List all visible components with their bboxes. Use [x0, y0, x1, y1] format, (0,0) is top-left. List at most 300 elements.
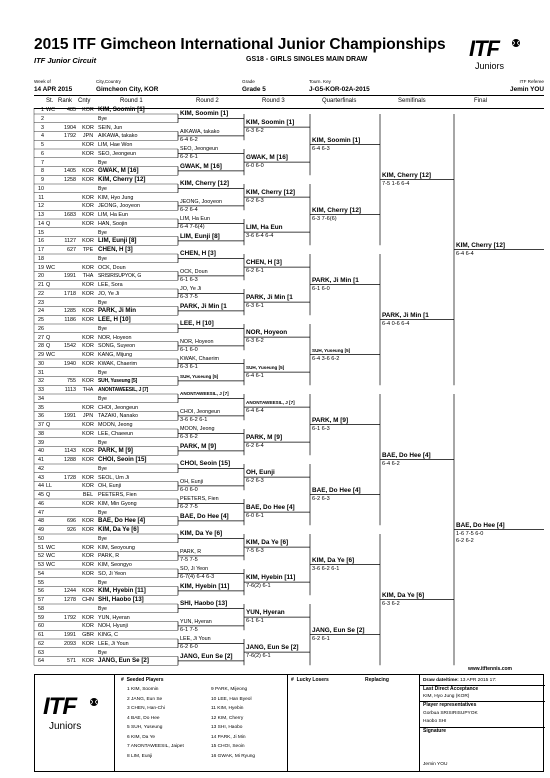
player-country: KOR [82, 614, 94, 621]
round1-row [0, 246, 180, 254]
quarterfinals-winner: PARK, Ji Min [1 [312, 276, 359, 284]
draw-position: 34 [38, 395, 44, 402]
round2-winner: SO, Ji Yeon [180, 566, 209, 573]
round1-row [0, 631, 180, 639]
player-rank: 1244 [64, 588, 76, 595]
entry-status: WC [46, 107, 55, 113]
player-name: LIM, Ha Eun [98, 212, 128, 218]
col-round1: Round 1 [120, 98, 143, 104]
player-country: KOR [82, 527, 94, 533]
draw-position: 23 [38, 299, 44, 306]
round1-row [0, 220, 180, 228]
bye-slot: Bye [98, 325, 107, 332]
round1-row [0, 325, 180, 333]
col-final: Final [474, 98, 488, 104]
round3-winner: ANONTAWEESIL, J [7] [246, 400, 295, 406]
draw-position: 51 [38, 544, 44, 551]
round3-score: 6-2 6-1 [246, 268, 264, 275]
draw-position: 27 [38, 334, 44, 341]
player-country: JPN [82, 133, 94, 140]
draw-position: 16 [38, 238, 44, 245]
draw-position: 61 [38, 632, 44, 638]
round3-winner: KIM, Hyebin [11] [246, 574, 296, 582]
round2-winner: BAE, Do Hee [4] [180, 512, 229, 520]
round1-row [0, 640, 180, 648]
player-rank: 1542 [64, 343, 76, 350]
player-country: KOR [82, 544, 94, 551]
draw-position: 42 [38, 465, 44, 472]
city-value: Gimcheon City, KOR [96, 86, 159, 93]
round1-row [0, 159, 180, 167]
player-rank: 1940 [64, 360, 76, 367]
quarterfinals-score: 6-1 6-3 [312, 425, 330, 432]
player-rank: 1405 [64, 168, 76, 175]
player-rank: 1792 [64, 133, 76, 140]
round1-row [0, 272, 180, 280]
round2-winner: LIM, Ha Eun [180, 216, 210, 223]
bye-slot: Bye [98, 649, 107, 656]
week-label: Week of [34, 79, 51, 84]
round1-row [0, 124, 180, 132]
footer-itf-logo-text: ITF [43, 693, 76, 720]
draw-position: 17 [38, 247, 44, 253]
draw-position: 13 [38, 212, 44, 218]
round1-row [0, 517, 180, 525]
draw-position: 9 [41, 177, 44, 183]
player-country: KOR [82, 334, 94, 341]
draw-position: 39 [38, 439, 44, 446]
footer-logo-cell [35, 675, 115, 771]
quarterfinals-score: 6-2 6-3 [312, 495, 330, 502]
round1-row [0, 167, 180, 175]
player-country: KOR [82, 430, 94, 437]
round3-winner: KIM, Cherry [12] [246, 189, 296, 197]
draw-position: 1 [41, 107, 44, 113]
col-semifinals: Semifinals [398, 98, 426, 104]
col-cnty: Cnty [78, 98, 91, 104]
draw-position: 56 [38, 588, 44, 595]
round1-row [0, 141, 180, 149]
player-country: KOR [82, 352, 94, 358]
player-name: TAZAKI, Nanako [98, 413, 139, 420]
round1-row [0, 185, 180, 193]
round3-score: 6-1 6-1 [246, 618, 264, 625]
player-country: KOR [82, 640, 94, 647]
player-country: KOR [82, 343, 94, 350]
draw-position: 40 [38, 448, 44, 455]
player-country: KOR [82, 378, 94, 385]
round1-row [0, 509, 180, 517]
round2-winner: PARK, M [9] [180, 442, 217, 450]
player-name: CHOI, Seoin [15] [98, 456, 147, 463]
round2-winner: SUH, Yuseung [5] [180, 373, 219, 379]
round2-score: 6-4 7-6(4) [180, 224, 205, 231]
player-rank: 627 [67, 247, 76, 253]
entry-status: WC [46, 553, 55, 560]
quarterfinals-winner: SUH, Yuseung [5] [312, 347, 351, 353]
round3-winner: BAE, Do Hee [4] [246, 504, 295, 512]
player-name: SEIN, Jun [98, 124, 123, 131]
player-name: KIM, Min Gyong [98, 500, 137, 507]
draw-position: 28 [38, 343, 44, 350]
round2-score: 6-3 7-5 [180, 294, 198, 301]
round3-winner: CHEN, H [3] [246, 259, 282, 267]
round2-score: 6-2 6-1 [180, 154, 198, 161]
seeded-player: 11 KIM, Hyebin [211, 706, 244, 711]
round1-row [0, 299, 180, 307]
round2-winner: JANG, Eun Se [2] [180, 652, 233, 660]
semifinals-score: 6-4 6-2 [382, 460, 400, 467]
round2-score: 6-4 6-2 [180, 136, 198, 143]
round2-winner: MOON, Jeong [180, 426, 215, 433]
player-name: PEETERS, Fien [98, 492, 137, 498]
draw-position: 35 [38, 404, 44, 411]
last-accept-label: Last Direct Acceptance [423, 686, 479, 692]
seeded-player: 1 KIM, Soomin [127, 687, 159, 692]
last-accept-value: KIM, Hyo Jung (KOR) [423, 694, 470, 699]
round2-winner: PARK, Ji Min [1 [180, 302, 227, 310]
round1-row [0, 115, 180, 123]
draw-position: 18 [38, 255, 44, 262]
draw-position: 30 [38, 360, 44, 367]
player-country: KOR [82, 623, 94, 630]
draw-position: 63 [38, 649, 44, 656]
draw-position: 53 [38, 562, 44, 568]
round3-winner: GWAK, M [16] [246, 154, 288, 162]
player-rank: 1991 [64, 273, 76, 280]
round1-row [0, 202, 180, 210]
draw-position: 46 [38, 500, 44, 507]
round1-row [0, 474, 180, 482]
player-name: KANG, Mijung [98, 352, 133, 358]
seeded-player: 14 PARK, Ji Min [211, 734, 246, 740]
rep-1: Gorbua SRISIRISUPYOK [423, 711, 478, 716]
referee-value: Jemin YOU [510, 86, 544, 93]
draw-position: 32 [38, 378, 44, 385]
player-name: LEE, Sora [98, 282, 123, 288]
page-title: 2015 ITF Gimcheon International Junior Championships [34, 36, 446, 53]
draw-date-label: Draw date/time: [423, 678, 459, 683]
bye-slot: Bye [98, 185, 107, 192]
finalist-score: 6-2 6-2 [456, 537, 474, 544]
lucky-losers-title: # Lucky Losers [291, 677, 329, 683]
round1-row [0, 342, 180, 350]
draw-position: 48 [38, 518, 44, 525]
round1-row [0, 334, 180, 342]
entry-status: LL [46, 483, 52, 490]
bye-slot: Bye [98, 579, 107, 586]
player-name: JO, Ye Ji [98, 290, 120, 297]
draw-position: 50 [38, 535, 44, 542]
player-rank: 696 [67, 518, 76, 525]
player-name: ANONTAWEESIL, J [7] [98, 387, 149, 393]
round2-winner: CHEN, H [3] [180, 250, 216, 258]
lucky-title-text: Lucky Losers [296, 677, 329, 683]
player-rank: 755 [67, 378, 76, 385]
bye-slot: Bye [98, 395, 107, 402]
seeded-player: 7 ANONTAWEESIL, Jaipet [127, 744, 184, 749]
round2-winner: AIKAWA, takako [180, 128, 220, 135]
player-rank: 926 [67, 527, 76, 533]
bye-slot: Bye [98, 159, 107, 166]
player-country: KOR [82, 177, 94, 183]
draw-position: 55 [38, 579, 44, 586]
seeded-players-title: # Seeded Players [121, 677, 164, 683]
draw-position: 4 [41, 133, 44, 140]
player-country: KOR [82, 562, 94, 568]
player-country: KOR [82, 107, 94, 113]
draw-position: 20 [38, 273, 44, 280]
player-country: KOR [82, 238, 94, 245]
entry-status: Q [46, 343, 51, 350]
player-country: KOR [82, 203, 94, 210]
player-name: GWAK, M [16] [98, 167, 139, 175]
draw-date [423, 677, 496, 684]
quarterfinals-score: 6-3 7-6(6) [312, 215, 337, 222]
player-country: KOR [82, 483, 94, 490]
seeded-player: 10 LEE, Han Byeol [211, 696, 252, 702]
round3-score: 6-3 6-2 [246, 338, 264, 345]
draw-position: 14 [38, 220, 44, 227]
player-country: KOR [82, 194, 94, 201]
round1-row [0, 526, 180, 534]
draw-name: GS18 - GIRLS SINGLES MAIN DRAW [246, 56, 368, 63]
round2-winner: KWAK, Chaerim [180, 356, 220, 363]
entry-status: WC [46, 544, 55, 551]
seeded-player: 15 CHOI, Seoin [211, 744, 245, 749]
entry-status: Q [46, 220, 51, 227]
round1-row [0, 307, 180, 315]
round1-row [0, 106, 180, 114]
draw-position: 47 [38, 509, 44, 516]
draw-position: 24 [38, 308, 44, 315]
round2-winner: LIM, Eunji [8] [180, 232, 220, 240]
draw-position: 36 [38, 413, 44, 420]
entry-status: Q [46, 334, 51, 341]
round1-row [0, 570, 180, 578]
player-name: KIM, Soomin [1] [98, 106, 145, 113]
player-country: KOR [82, 264, 94, 271]
draw-position: 57 [38, 597, 44, 603]
round1-row [0, 561, 180, 569]
round1-row [0, 369, 180, 377]
player-name: KIM, Da Ye [6] [98, 526, 139, 533]
round3-score: 6-3 6-2 [246, 128, 264, 135]
round2-winner: YUN, Hyeran [180, 618, 212, 625]
player-country: BEL [82, 492, 94, 498]
player-name: CHOI, Jeongeun [98, 404, 139, 411]
round1-row [0, 657, 180, 665]
player-rank: 1186 [64, 317, 76, 323]
draw-position: 6 [41, 150, 44, 157]
bye-slot: Bye [98, 229, 107, 236]
round2-winner: JO, Ye Ji [180, 286, 202, 293]
rep-2: Haobo SHI [423, 719, 447, 724]
quarterfinals-winner: PARK, M [9] [312, 416, 349, 424]
final-score: 6-4 6-4 [456, 250, 474, 257]
player-country: THA [82, 387, 94, 393]
player-rank: 1143 [64, 448, 76, 455]
round1-row [0, 132, 180, 140]
player-country: THA [82, 273, 94, 280]
final-winner: KIM, Cherry [12] [456, 241, 506, 249]
player-name: KWAK, Chaerim [98, 360, 138, 367]
player-country: KOR [82, 448, 94, 455]
player-country: KOR [82, 360, 94, 367]
player-name: NOR, Hoyeon [98, 334, 132, 341]
player-name: KIM, Cherry [12] [98, 176, 146, 183]
round3-score: 6-3 6-1 [246, 303, 264, 310]
round3-score: 7-5 6-3 [246, 548, 264, 555]
round2-score: 6-1 7-5 [180, 626, 198, 633]
player-rank: 1278 [64, 597, 76, 603]
player-country: KOR [82, 168, 94, 175]
round1-row [0, 176, 180, 184]
quarterfinals-winner: KIM, Cherry [12] [312, 206, 362, 214]
round1-row [0, 290, 180, 298]
round1-row [0, 491, 180, 499]
seeded-player: 13 SHI, Haobo [211, 725, 243, 730]
round1-row [0, 316, 180, 324]
round2-score: 6-1 6-3 [180, 276, 198, 283]
itf-website[interactable]: www.itftennis.com [468, 666, 512, 672]
draw-position: 58 [38, 605, 44, 612]
player-country: KOR [82, 500, 94, 507]
col-round2: Round 2 [196, 98, 219, 104]
player-country: CHN [82, 597, 94, 603]
referee-label: ITF Referee [519, 79, 544, 84]
entry-status: Q [46, 282, 51, 288]
footer-panel [34, 674, 544, 772]
seeded-player: 16 GWAK, Mi Ryung [211, 753, 256, 759]
round3-score: 3-6 6-4 6-4 [246, 233, 274, 240]
draw-position: 33 [38, 387, 44, 393]
col-st: St. [46, 98, 54, 104]
bye-slot: Bye [98, 299, 107, 306]
player-name: SEOL, Um Ji [98, 474, 130, 481]
draw-position: 11 [38, 194, 44, 201]
player-country: GBR [82, 632, 94, 638]
round3-score: 6-4 6-4 [246, 408, 264, 415]
draw-position: 54 [38, 570, 44, 577]
draw-position: 64 [38, 658, 44, 665]
footer-divider-1 [287, 675, 288, 771]
player-name: KIM, Hyo Jung [98, 194, 134, 201]
player-country: KOR [82, 308, 94, 315]
week-value: 14 APR 2015 [34, 86, 73, 93]
player-country: KOR [82, 588, 94, 595]
entry-status: WC [46, 264, 55, 271]
player-country: KOR [82, 457, 94, 463]
round1-row [0, 465, 180, 473]
round2-score: 3-6 6-2 6-1 [180, 416, 208, 423]
round2-winner: NOR, Hoyeon [180, 338, 214, 345]
round3-score: 6-2 6-4 [246, 443, 264, 450]
round1-row [0, 421, 180, 429]
round2-winner: KIM, Cherry [12] [180, 180, 230, 188]
round2-winner: ANONTAWEESIL, J [7] [180, 391, 229, 397]
player-country: KOR [82, 317, 94, 323]
player-name: PARK, M [9] [98, 447, 133, 455]
seeded-player: 12 KIM, Cherry [211, 715, 244, 721]
player-name: SEO, Jeongeun [98, 150, 137, 157]
quarterfinals-score: 6-4 6-3 [312, 145, 330, 152]
round1-row [0, 386, 180, 394]
round2-winner: KIM, Da Ye [6] [180, 530, 223, 538]
round2-winner: SHI, Haobo [13] [180, 600, 228, 608]
semifinals-winner: PARK, Ji Min [1 [382, 311, 429, 319]
round1-row [0, 614, 180, 622]
round2-winner: OH, Eunji [180, 478, 204, 485]
draw-position: 8 [41, 168, 44, 175]
quarterfinals-winner: JANG, Eun Se [2] [312, 626, 365, 634]
bye-slot: Bye [98, 605, 107, 612]
player-name: LIM, Eunji [8] [98, 237, 137, 245]
player-country: KOR [82, 422, 94, 428]
draw-position: 29 [38, 352, 44, 358]
round3-score: 6-4 6-1 [246, 373, 264, 380]
seeded-player: 6 KIM, Da Ye [127, 734, 155, 740]
player-name: LEE, H [10] [98, 316, 131, 323]
round3-winner: PARK, Ji Min [1 [246, 294, 293, 302]
draw-position: 59 [38, 614, 44, 621]
round1-row [0, 377, 180, 385]
round1-row [0, 412, 180, 420]
round2-score: 7-5 7-5 [180, 556, 198, 563]
player-rank: 1258 [64, 177, 76, 183]
round1-row [0, 237, 180, 245]
player-country: KOR [82, 282, 94, 288]
quarterfinals-winner: KIM, Soomin [1] [312, 136, 361, 144]
entry-status: WC [46, 352, 55, 358]
info-divider [34, 95, 544, 96]
round3-winner: KIM, Soomin [1] [246, 119, 295, 127]
replacing-title: Replacing [365, 677, 389, 683]
round3-winner: PARK, M [9] [246, 434, 283, 442]
round1-row [0, 229, 180, 237]
circuit-subtitle: ITF Junior Circuit [34, 56, 97, 65]
seeded-player: 4 BAE, Do Hee [127, 715, 160, 721]
draw-position: 5 [41, 142, 44, 148]
draw-position: 2 [41, 115, 44, 122]
round2-score: 6-3 6-1 [180, 364, 198, 371]
tourn-key-label: Tourn. Key [309, 79, 331, 84]
round1-row [0, 587, 180, 595]
entry-status: Q [46, 422, 51, 428]
player-country: KOR [82, 150, 94, 157]
final-score: 1-6 7-5 6-0 [456, 530, 484, 537]
round2-winner: LEE, H [10] [180, 320, 214, 328]
player-country: KOR [82, 474, 94, 481]
seeded-title-text: Seeded Players [126, 677, 164, 683]
final-winner: BAE, Do Hee [4] [456, 521, 505, 529]
round1-row [0, 622, 180, 630]
round1-row [0, 544, 180, 552]
player-rank: 571 [67, 658, 76, 665]
player-name: AIKAWA, takako [98, 133, 138, 140]
footer-juniors-text: Juniors [49, 721, 82, 732]
draw-position: 44 [38, 483, 44, 490]
tennis-ball-icon [511, 38, 521, 48]
player-country: KOR [82, 553, 94, 560]
round1-row [0, 535, 180, 543]
bye-slot: Bye [98, 369, 107, 376]
round1-row [0, 360, 180, 368]
semifinals-score: 6-3 6-2 [382, 600, 400, 607]
col-quarterfinals: Quarterfinals [322, 98, 357, 104]
player-country: KOR [82, 518, 94, 525]
round2-winner: PEETERS, Fien [180, 496, 219, 503]
